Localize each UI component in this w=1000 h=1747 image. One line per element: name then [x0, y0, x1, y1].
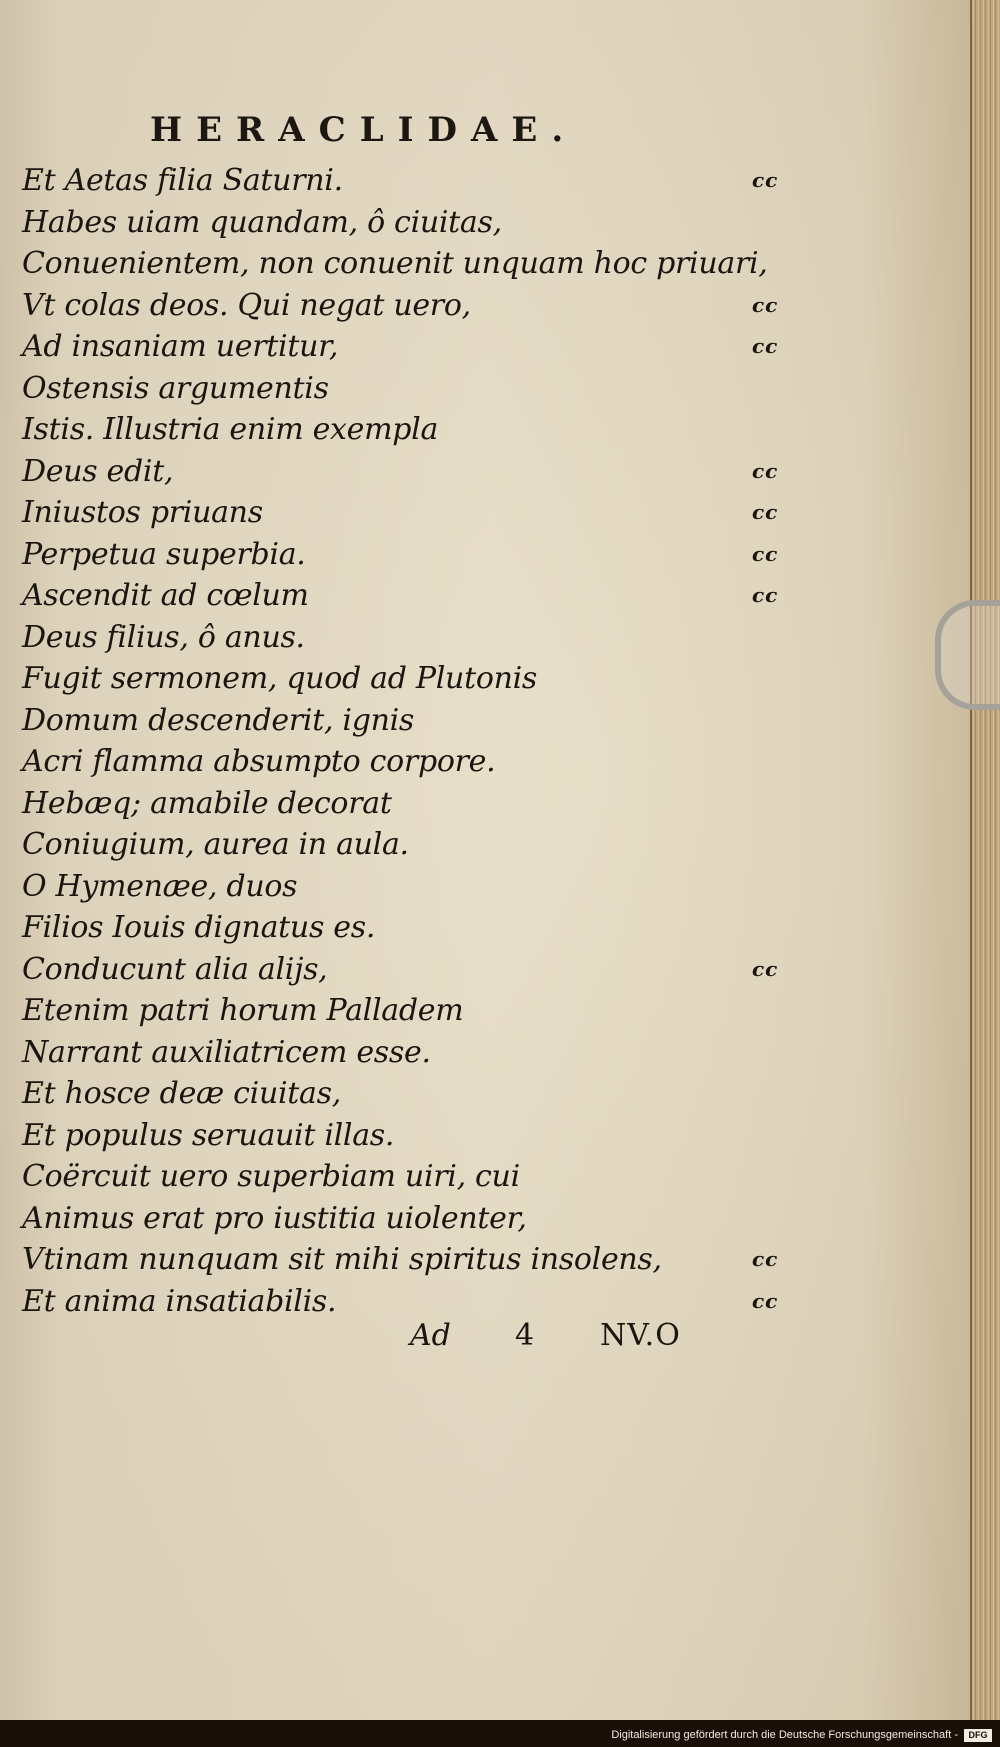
line-text: Coërcuit uero superbiam uiri, cui — [22, 1159, 520, 1194]
line-text: Etenim patri horum Palladem — [22, 993, 464, 1028]
text-line — [22, 1239, 779, 1281]
text-line — [22, 451, 779, 493]
line-text: Et hosce deæ ciuitas, — [22, 1076, 341, 1111]
line-text: Habes uiam quandam, ô ciuitas, — [22, 204, 502, 240]
line-text: Narrant auxiliatricem esse. — [22, 1034, 431, 1070]
quotation-mark: cc — [752, 1288, 779, 1313]
line-text: Fugit sermonem, quod ad Plutonis — [22, 661, 538, 696]
quotation-mark: cc — [752, 1247, 779, 1271]
quotation-mark: cc — [752, 583, 779, 607]
line-text: Animus erat pro iustitia uiolenter, — [22, 1200, 527, 1236]
quotation-mark: cc — [752, 458, 779, 483]
line-text: Domum descenderit, ignis — [22, 702, 415, 738]
text-line — [22, 866, 742, 908]
line-text: Iniustos priuans — [22, 495, 263, 530]
text-line — [22, 741, 742, 783]
line-text: Et anima insatiabilis. — [22, 1283, 337, 1319]
text-line — [22, 160, 779, 202]
text-line — [22, 1198, 742, 1240]
line-text: Et populus seruauit illas. — [22, 1117, 395, 1153]
text-line — [22, 492, 779, 534]
page-edges — [970, 0, 1000, 1720]
text-line — [22, 575, 779, 617]
text-line — [22, 949, 779, 991]
line-text: Vtinam nunquam sit mihi spiritus insolens, — [22, 1242, 662, 1277]
line-text: Ad insaniam uertitur, — [22, 329, 339, 364]
line-text: Conuenientem, non conuenit unquam hoc priuari, — [22, 246, 768, 281]
line-text: Ostensis argumentis — [22, 370, 329, 406]
text-line — [22, 783, 742, 825]
line-text: Conducunt alia alijs, — [22, 951, 328, 987]
line-text: Deus edit, — [22, 453, 174, 489]
quotation-mark: cc — [752, 334, 779, 358]
line-text: Perpetua superbia. — [22, 536, 306, 572]
text-line — [22, 534, 779, 576]
quotation-mark: cc — [752, 956, 779, 981]
text-line — [22, 1032, 742, 1074]
line-text: O Hymenæe, duos — [22, 868, 298, 904]
line-text: Filios Iouis dignatus es. — [22, 910, 376, 945]
quotation-mark: cc — [752, 541, 779, 566]
line-text: Coniugium, aurea in aula. — [22, 827, 409, 862]
text-line — [22, 409, 742, 451]
text-line — [22, 824, 742, 866]
text-line — [22, 368, 742, 410]
credit-bar — [0, 1720, 1000, 1747]
line-text: Et Aetas filia Saturni. — [22, 163, 343, 198]
line-text: Hebæq; amabile decorat — [22, 785, 392, 821]
signature-mark: Ad — [410, 1318, 451, 1353]
text-line — [22, 990, 742, 1032]
line-text: Deus filius, ô anus. — [22, 619, 305, 655]
text-line — [22, 907, 742, 949]
book-clip — [935, 600, 1000, 710]
line-text: Ascendit ad cœlum — [22, 578, 309, 613]
text-line — [22, 1073, 742, 1115]
text-line — [22, 700, 742, 742]
text-line — [22, 617, 742, 659]
signature-number: 4 — [515, 1318, 535, 1353]
credit-text: Digitalisierung gefördert durch die Deutsche Forschungsgemeinschaft - — [611, 1729, 958, 1741]
running-head: HERACLIDAE. — [150, 110, 578, 150]
text-block — [22, 160, 779, 1322]
quotation-mark: cc — [752, 168, 779, 192]
quotation-mark: cc — [752, 500, 779, 524]
text-line — [22, 1281, 779, 1323]
dfg-logo-icon: DFG — [964, 1729, 992, 1742]
catchword: NV.O — [600, 1318, 681, 1353]
line-text: Acri flamma absumpto corpore. — [22, 744, 496, 779]
text-line — [22, 285, 779, 327]
text-line — [22, 1156, 742, 1198]
text-line — [22, 658, 742, 700]
line-text: Istis. Illustria enim exempla — [22, 412, 439, 447]
text-line — [22, 1115, 742, 1157]
line-text: Vt colas deos. Qui negat uero, — [22, 287, 471, 323]
quotation-mark: cc — [752, 292, 779, 317]
text-line — [22, 202, 742, 244]
text-line — [22, 243, 768, 285]
text-line — [22, 326, 779, 368]
